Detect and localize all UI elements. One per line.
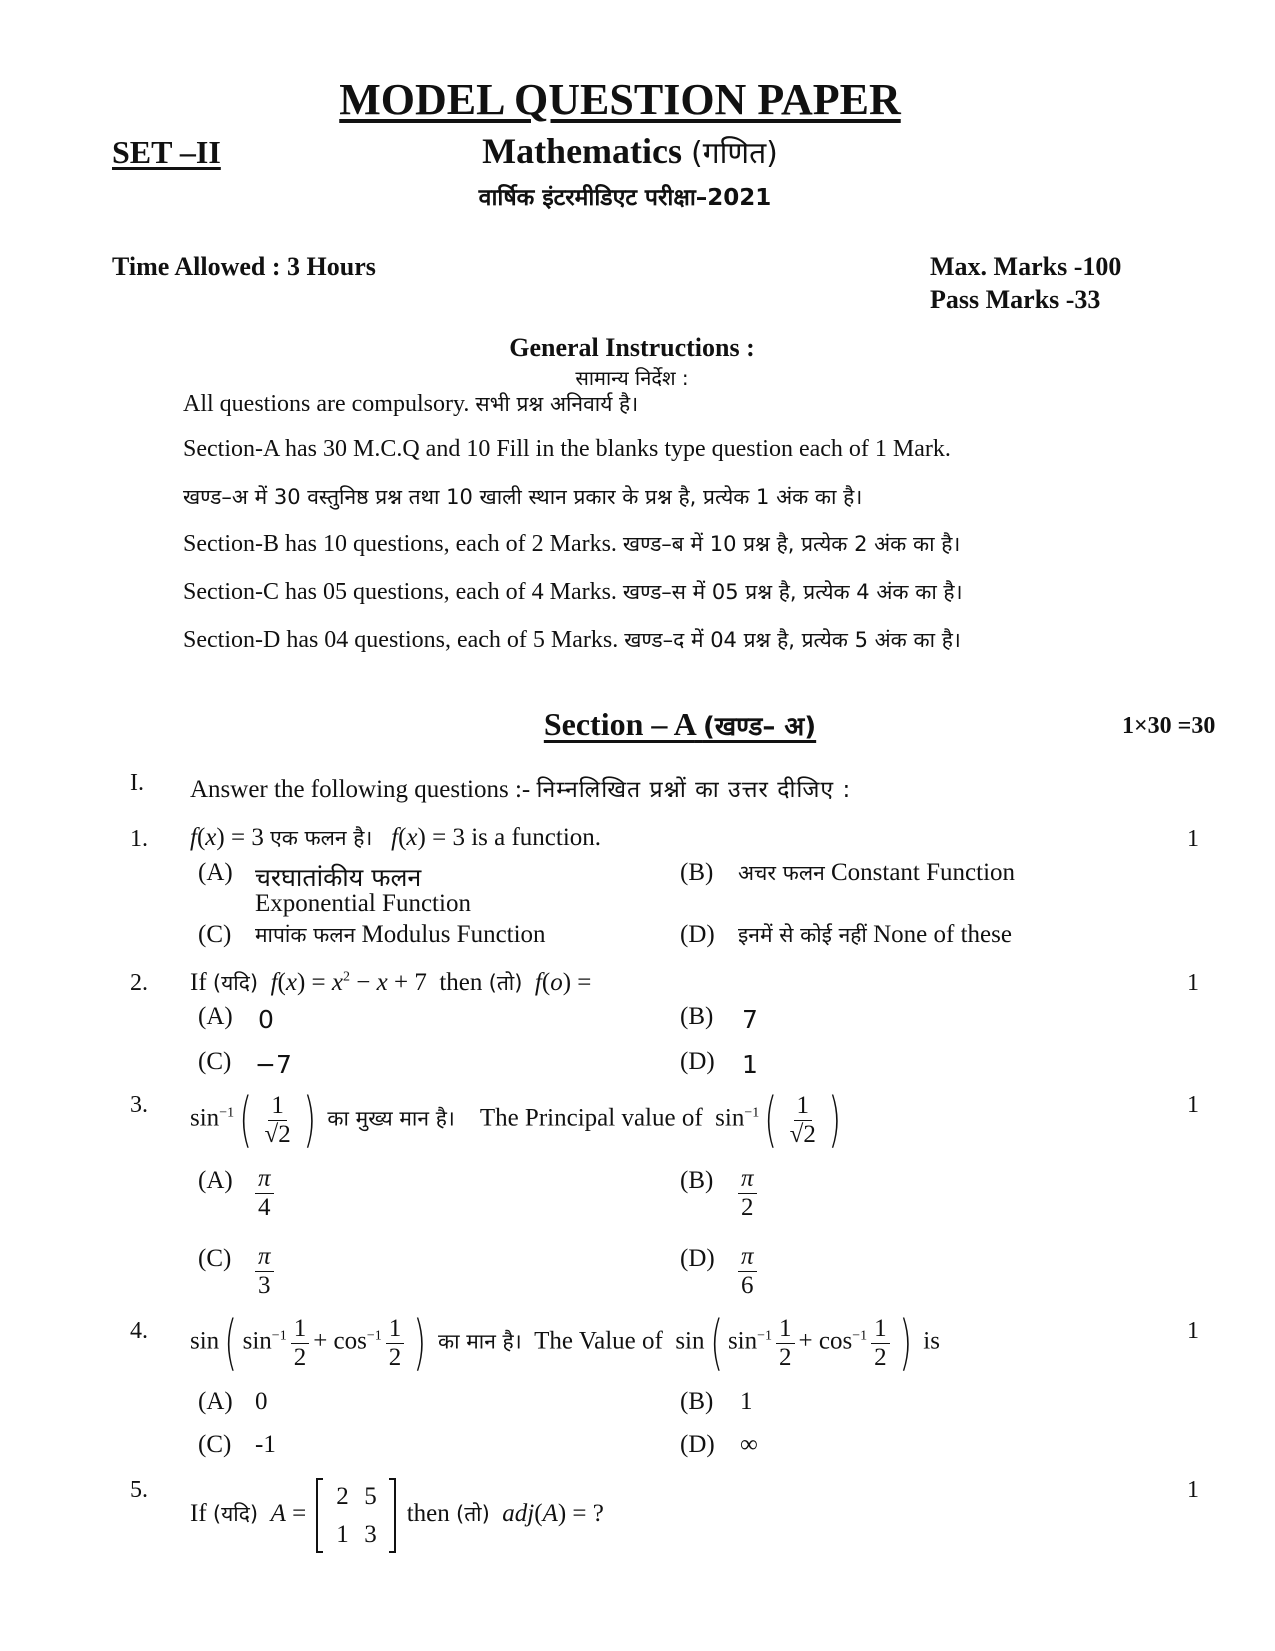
then-en: then bbox=[439, 969, 483, 996]
instructions-heading: General Instructions : bbox=[509, 333, 755, 362]
section-marks: 1×30 =30 bbox=[1122, 713, 1216, 739]
option-label: (A) bbox=[198, 1388, 233, 1415]
question-number: 4. bbox=[130, 1318, 148, 1344]
section-title bbox=[0, 706, 1275, 743]
question-text-en: The Value of bbox=[534, 1327, 663, 1355]
option-label: (B) bbox=[680, 1167, 714, 1194]
then-hi: (तो) bbox=[488, 971, 523, 995]
option-d-hi: इनमें से कोई नहीं bbox=[738, 923, 867, 947]
instruction-line bbox=[183, 530, 960, 558]
option-label: (D) bbox=[680, 1431, 715, 1458]
option-a: 0 bbox=[258, 1005, 274, 1034]
question-text-en-end: is bbox=[923, 1327, 940, 1355]
option-label: (C) bbox=[198, 1048, 232, 1075]
option-b: $\frac{\pi}{2}$ bbox=[738, 1165, 757, 1221]
section-title-hi: (खण्ड– अ) bbox=[702, 712, 817, 742]
subject-title bbox=[0, 130, 1260, 172]
exam-name: वार्षिक इंटरमीडिएट परीक्षा–2021 bbox=[478, 185, 772, 211]
question-mark: 1 bbox=[1187, 1318, 1199, 1344]
option-c: −7 bbox=[255, 1050, 292, 1079]
matrix: 2 5 1 3 bbox=[316, 1478, 396, 1553]
paper-title: MODEL QUESTION PAPER bbox=[339, 75, 901, 124]
option-d: 1 bbox=[742, 1050, 758, 1079]
instruction-line bbox=[183, 626, 961, 654]
question-mark: 1 bbox=[1187, 1477, 1199, 1503]
question-number: 2. bbox=[130, 970, 148, 996]
question-text-en: is a function. bbox=[471, 824, 602, 851]
option-c bbox=[255, 921, 546, 949]
instruction-hi: खण्ड–स में 05 प्रश्न है, प्रत्येक 4 अंक का है। bbox=[622, 580, 963, 604]
instruction-hi: खण्ड–द में 04 प्रश्न है, प्रत्येक 5 अंक का है। bbox=[624, 628, 961, 652]
question-mark: 1 bbox=[1187, 1092, 1199, 1118]
option-label: (D) bbox=[680, 1245, 715, 1272]
set-label: SET –II bbox=[112, 134, 221, 170]
instruction-line: Section-A has 30 M.C.Q and 10 Fill in the blanks type question each of 1 Mark. bbox=[183, 436, 951, 462]
option-b: 1 bbox=[740, 1388, 753, 1415]
question-number: 1. bbox=[130, 826, 148, 852]
if-en: If bbox=[190, 1500, 207, 1528]
question-mark: 1 bbox=[1187, 826, 1199, 852]
option-label: (A) bbox=[198, 1167, 233, 1194]
option-label: (B) bbox=[680, 1003, 714, 1030]
option-d bbox=[738, 921, 1012, 949]
question-text: If (यदि) $f(x) = x^2 - x + 7$ then (तो) f(o) = bbox=[190, 969, 592, 996]
option-a: $\frac{\pi}{4}$ bbox=[255, 1165, 274, 1221]
option-a-en: Exponential Function bbox=[255, 890, 471, 917]
question-text-en: The Principal value of bbox=[479, 1104, 703, 1132]
instruction-line bbox=[183, 578, 963, 606]
question-mark: 1 bbox=[1187, 970, 1199, 996]
instruction-en: Section-B has 10 questions, each of 2 Marks. bbox=[183, 531, 617, 557]
subject-hi: (गणित) bbox=[691, 136, 778, 171]
if-hi: (यदि) bbox=[212, 971, 259, 995]
option-b-en: Constant Function bbox=[830, 859, 1016, 886]
group-instruction-en: Answer the following questions :- bbox=[190, 776, 531, 803]
option-c-en: Modulus Function bbox=[361, 921, 546, 948]
option-c: $\frac{\pi}{3}$ bbox=[255, 1243, 274, 1299]
instruction-en: All questions are compulsory. bbox=[183, 391, 470, 417]
max-marks: Max. Marks -100 bbox=[930, 252, 1122, 281]
question-text: sin( $\sin^{-1}$ $\frac{1}{2}$ + $\cos^{-1}$ $\frac{1}{2}$ ) का मान है। The Value of sin( $\sin^{-1}$ $\frac{1}{2}$ + $\cos^{-1}$ $\frac{1}{2}$ ) is bbox=[190, 1308, 940, 1378]
question-text-hi: का मान है। bbox=[437, 1329, 522, 1354]
option-c-hi: मापांक फलन bbox=[255, 923, 356, 947]
question-number: 5. bbox=[130, 1477, 148, 1503]
subject-en: Mathematics bbox=[482, 131, 683, 171]
instruction-en: Section-D has 04 questions, each of 5 Marks. bbox=[183, 627, 619, 653]
option-d: $\frac{\pi}{6}$ bbox=[738, 1243, 757, 1299]
time-allowed: Time Allowed : 3 Hours bbox=[112, 252, 376, 281]
option-label: (D) bbox=[680, 1048, 715, 1075]
question-text: If (यदि) A = 2 5 1 3 then (तो) adj(A) = ? bbox=[190, 1478, 604, 1553]
if-hi: (यदि) bbox=[212, 1502, 259, 1527]
option-label: (C) bbox=[198, 921, 232, 948]
option-label: (C) bbox=[198, 1245, 232, 1272]
option-b bbox=[738, 859, 1015, 887]
option-a: 0 bbox=[255, 1388, 268, 1415]
question-text: $\sin^{-1}$( $\frac{1}{√2}$ ) का मुख्य मान है। The Principal value of $\sin^{-1}$( $\frac{1}{√2}$ ) bbox=[190, 1085, 842, 1155]
option-label: (B) bbox=[680, 1388, 714, 1415]
group-number: I. bbox=[130, 770, 144, 796]
option-b: 7 bbox=[742, 1005, 758, 1034]
question-number: 3. bbox=[130, 1092, 148, 1118]
instructions-heading-hi: सामान्य निर्देश : bbox=[575, 366, 689, 390]
then-hi: (तो) bbox=[456, 1502, 490, 1527]
section-title-en: Section – A bbox=[543, 706, 695, 742]
question-text-hi: एक फलन है। bbox=[270, 826, 373, 850]
instruction-en: Section-C has 05 questions, each of 4 Marks. bbox=[183, 579, 617, 605]
then-en: then bbox=[406, 1500, 450, 1528]
option-c: -1 bbox=[255, 1431, 276, 1458]
instruction-line bbox=[183, 390, 638, 418]
option-label: (A) bbox=[198, 1003, 233, 1030]
if-en: If bbox=[190, 969, 207, 996]
option-a-hi: चरघातांकीय फलन bbox=[255, 863, 422, 892]
instruction-hi: खण्ड–ब में 10 प्रश्न है, प्रत्येक 2 अंक का है। bbox=[622, 532, 961, 556]
question-text: f(x) = 3 एक फलन है। f(x) = 3 is a function. bbox=[190, 824, 602, 851]
group-instruction-hi: निम्नलिखित प्रश्नों का उत्तर दीजिए : bbox=[536, 777, 852, 803]
option-label: (A) bbox=[198, 859, 233, 886]
question-text-hi: का मुख्य मान है। bbox=[327, 1106, 455, 1131]
option-label: (D) bbox=[680, 921, 715, 948]
pass-marks: Pass Marks -33 bbox=[930, 285, 1101, 314]
option-d-en: None of these bbox=[873, 921, 1012, 948]
instruction-hi: सभी प्रश्न अनिवार्य है। bbox=[475, 392, 639, 416]
option-d: ∞ bbox=[740, 1431, 758, 1458]
instruction-line: खण्ड–अ में 30 वस्तुनिष्ठ प्रश्न तथा 10 खाली स्थान प्रकार के प्रश्न है, प्रत्येक 1 अंक का है। bbox=[183, 485, 863, 509]
group-instruction bbox=[190, 772, 851, 804]
option-b-hi: अचर फलन bbox=[738, 861, 825, 885]
option-label: (C) bbox=[198, 1431, 232, 1458]
option-label: (B) bbox=[680, 859, 714, 886]
